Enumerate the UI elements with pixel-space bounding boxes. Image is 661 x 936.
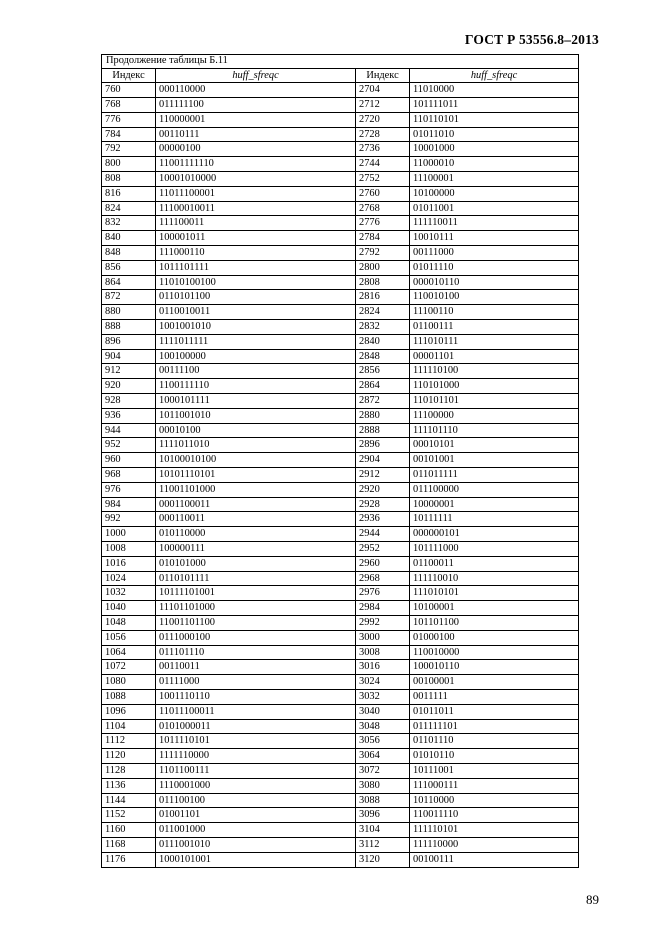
code-left-cell: 0111000100: [156, 630, 356, 645]
code-left-cell: 01111000: [156, 675, 356, 690]
table-header-row: [102, 68, 579, 83]
code-right-cell: 011111101: [410, 719, 579, 734]
code-right-cell: 01000100: [410, 630, 579, 645]
code-left-cell: 0111001010: [156, 837, 356, 852]
index-left-cell: 1056: [102, 630, 156, 645]
table-row: [102, 719, 579, 734]
table-body: [102, 83, 579, 867]
code-left-cell: 1011101111: [156, 260, 356, 275]
code-left-cell: 011111100: [156, 98, 356, 113]
table-row: [102, 260, 579, 275]
index-left-cell: 912: [102, 364, 156, 379]
table-row: [102, 689, 579, 704]
code-right-cell: 10111001: [410, 763, 579, 778]
code-left-cell: 11001101100: [156, 615, 356, 630]
table-row: [102, 601, 579, 616]
index-left-cell: 928: [102, 394, 156, 409]
code-left-cell: 10101110101: [156, 468, 356, 483]
table-row: [102, 556, 579, 571]
code-left-cell: 11101101000: [156, 601, 356, 616]
code-right-cell: 00111000: [410, 246, 579, 261]
code-right-cell: 101111000: [410, 542, 579, 557]
index-left-cell: 840: [102, 231, 156, 246]
table-row: [102, 660, 579, 675]
index-left-cell: 808: [102, 172, 156, 187]
index-left-cell: 1128: [102, 763, 156, 778]
code-right-cell: 11000010: [410, 157, 579, 172]
code-right-cell: 10010111: [410, 231, 579, 246]
index-left-cell: 1112: [102, 734, 156, 749]
index-right-cell: 3008: [356, 645, 410, 660]
index-left-cell: 896: [102, 334, 156, 349]
code-left-cell: 011101110: [156, 645, 356, 660]
index-left-cell: 1040: [102, 601, 156, 616]
index-left-cell: 1064: [102, 645, 156, 660]
code-right-cell: 10100001: [410, 601, 579, 616]
table-row: [102, 482, 579, 497]
index-right-cell: 3120: [356, 852, 410, 867]
index-right-cell: 2976: [356, 586, 410, 601]
code-left-cell: 10100010100: [156, 453, 356, 468]
index-left-cell: 984: [102, 497, 156, 512]
code-right-cell: 110011110: [410, 808, 579, 823]
table-row: [102, 823, 579, 838]
code-right-cell: 111010111: [410, 334, 579, 349]
index-left-cell: 880: [102, 305, 156, 320]
index-right-cell: 3104: [356, 823, 410, 838]
index-right-cell: 3024: [356, 675, 410, 690]
code-right-cell: 011011111: [410, 468, 579, 483]
table-row: [102, 542, 579, 557]
index-right-cell: 2864: [356, 379, 410, 394]
table-row: [102, 98, 579, 113]
index-right-cell: 2992: [356, 615, 410, 630]
code-left-cell: 00110011: [156, 660, 356, 675]
table-row: [102, 290, 579, 305]
table-row: [102, 468, 579, 483]
code-right-cell: 00100111: [410, 852, 579, 867]
table-row: [102, 334, 579, 349]
code-left-cell: 11001111110: [156, 157, 356, 172]
code-left-cell: 0110101100: [156, 290, 356, 305]
index-left-cell: 872: [102, 290, 156, 305]
code-left-cell: 11011100001: [156, 186, 356, 201]
index-left-cell: 1008: [102, 542, 156, 557]
code-left-cell: 1000101001: [156, 852, 356, 867]
code-right-cell: 111000111: [410, 778, 579, 793]
index-right-cell: 2832: [356, 320, 410, 335]
table-row: [102, 527, 579, 542]
code-right-cell: 10001000: [410, 142, 579, 157]
code-left-cell: 0101000011: [156, 719, 356, 734]
code-right-cell: 01010110: [410, 749, 579, 764]
index-right-cell: 3112: [356, 837, 410, 852]
huff-sfreqc-table: [101, 54, 579, 868]
table-row: [102, 172, 579, 187]
index-right-cell: 2968: [356, 571, 410, 586]
index-right-cell: 2888: [356, 423, 410, 438]
code-right-cell: 10100000: [410, 186, 579, 201]
index-right-cell: 2728: [356, 127, 410, 142]
index-right-cell: 2800: [356, 260, 410, 275]
table-row: [102, 423, 579, 438]
index-left-cell: 952: [102, 438, 156, 453]
index-right-cell: 3080: [356, 778, 410, 793]
table-row: [102, 630, 579, 645]
index-right-cell: 2872: [356, 394, 410, 409]
table-row: [102, 275, 579, 290]
code-left-cell: 1101100111: [156, 763, 356, 778]
table-row: [102, 704, 579, 719]
code-left-cell: 1000101111: [156, 394, 356, 409]
index-right-cell: 2824: [356, 305, 410, 320]
index-right-cell: 3096: [356, 808, 410, 823]
code-right-cell: 110110101: [410, 112, 579, 127]
index-right-cell: 2736: [356, 142, 410, 157]
code-left-cell: 10111101001: [156, 586, 356, 601]
index-left-cell: 864: [102, 275, 156, 290]
table-row: [102, 675, 579, 690]
code-left-cell: 110000001: [156, 112, 356, 127]
index-right-cell: 2896: [356, 438, 410, 453]
code-right-cell: 11100110: [410, 305, 579, 320]
index-left-cell: 792: [102, 142, 156, 157]
table-row: [102, 453, 579, 468]
code-right-cell: 01101110: [410, 734, 579, 749]
table-row: [102, 127, 579, 142]
index-left-cell: 888: [102, 320, 156, 335]
index-right-cell: 2904: [356, 453, 410, 468]
code-left-cell: 10001010000: [156, 172, 356, 187]
code-right-cell: 01100011: [410, 556, 579, 571]
index-left-cell: 760: [102, 83, 156, 98]
table-row: [102, 364, 579, 379]
index-right-cell: 2760: [356, 186, 410, 201]
table-row: [102, 571, 579, 586]
column-header-index-left: Индекс: [102, 68, 156, 83]
code-right-cell: 000000101: [410, 527, 579, 542]
code-left-cell: 1001001010: [156, 320, 356, 335]
code-right-cell: 110101101: [410, 394, 579, 409]
index-right-cell: 3072: [356, 763, 410, 778]
index-right-cell: 2840: [356, 334, 410, 349]
code-left-cell: 111000110: [156, 246, 356, 261]
index-right-cell: 2712: [356, 98, 410, 113]
index-left-cell: 1104: [102, 719, 156, 734]
code-left-cell: 00010100: [156, 423, 356, 438]
index-left-cell: 1152: [102, 808, 156, 823]
index-right-cell: 3088: [356, 793, 410, 808]
code-left-cell: 111100011: [156, 216, 356, 231]
code-left-cell: 000110000: [156, 83, 356, 98]
index-left-cell: 776: [102, 112, 156, 127]
code-left-cell: 010110000: [156, 527, 356, 542]
code-right-cell: 00101001: [410, 453, 579, 468]
table-row: [102, 394, 579, 409]
code-right-cell: 11100000: [410, 408, 579, 423]
table-row: [102, 349, 579, 364]
code-left-cell: 11001101000: [156, 482, 356, 497]
code-left-cell: 100100000: [156, 349, 356, 364]
index-left-cell: 1168: [102, 837, 156, 852]
index-left-cell: 1120: [102, 749, 156, 764]
index-right-cell: 3032: [356, 689, 410, 704]
index-left-cell: 1096: [102, 704, 156, 719]
column-header-code-left: huff_sfreqc: [156, 68, 356, 83]
index-right-cell: 2960: [356, 556, 410, 571]
code-right-cell: 01100111: [410, 320, 579, 335]
code-right-cell: 00010101: [410, 438, 579, 453]
code-right-cell: 111110011: [410, 216, 579, 231]
page-number: 89: [586, 892, 599, 907]
table-caption: Продолжение таблицы Б.11: [102, 55, 579, 69]
code-right-cell: 01011010: [410, 127, 579, 142]
table-row: [102, 837, 579, 852]
code-left-cell: 0110101111: [156, 571, 356, 586]
code-right-cell: 01011011: [410, 704, 579, 719]
index-right-cell: 3064: [356, 749, 410, 764]
index-left-cell: 1072: [102, 660, 156, 675]
table-row: [102, 112, 579, 127]
index-right-cell: 2848: [356, 349, 410, 364]
index-left-cell: 1024: [102, 571, 156, 586]
index-left-cell: 768: [102, 98, 156, 113]
code-right-cell: 111110101: [410, 823, 579, 838]
table-row: [102, 852, 579, 867]
code-left-cell: 1111110000: [156, 749, 356, 764]
code-left-cell: 1001110110: [156, 689, 356, 704]
document-standard-header: ГОСТ Р 53556.8–2013: [464, 32, 599, 47]
index-right-cell: 2808: [356, 275, 410, 290]
code-left-cell: 1011001010: [156, 408, 356, 423]
table-row: [102, 645, 579, 660]
index-left-cell: 1160: [102, 823, 156, 838]
column-header-index-right: Индекс: [356, 68, 410, 83]
code-left-cell: 011100100: [156, 793, 356, 808]
index-right-cell: 2816: [356, 290, 410, 305]
code-right-cell: 101101100: [410, 615, 579, 630]
table-row: [102, 216, 579, 231]
table-row: [102, 793, 579, 808]
index-right-cell: 2744: [356, 157, 410, 172]
code-left-cell: 000110011: [156, 512, 356, 527]
code-right-cell: 110101000: [410, 379, 579, 394]
index-right-cell: 3016: [356, 660, 410, 675]
index-right-cell: 2704: [356, 83, 410, 98]
code-right-cell: 111101110: [410, 423, 579, 438]
code-right-cell: 101111011: [410, 98, 579, 113]
code-right-cell: 11010000: [410, 83, 579, 98]
table-row: [102, 778, 579, 793]
table-row: [102, 83, 579, 98]
index-right-cell: 3056: [356, 734, 410, 749]
code-right-cell: 00001101: [410, 349, 579, 364]
code-right-cell: 111110000: [410, 837, 579, 852]
column-header-code-right: huff_sfreqc: [410, 68, 579, 83]
code-left-cell: 11100010011: [156, 201, 356, 216]
table-row: [102, 438, 579, 453]
index-left-cell: 1176: [102, 852, 156, 867]
index-left-cell: 1048: [102, 615, 156, 630]
table-caption-row: [102, 55, 579, 69]
code-left-cell: 00111100: [156, 364, 356, 379]
table-row: [102, 201, 579, 216]
index-right-cell: 2952: [356, 542, 410, 557]
code-right-cell: 100010110: [410, 660, 579, 675]
index-left-cell: 1088: [102, 689, 156, 704]
table-row: [102, 763, 579, 778]
index-right-cell: 2880: [356, 408, 410, 423]
code-right-cell: 110010100: [410, 290, 579, 305]
index-right-cell: 2720: [356, 112, 410, 127]
code-right-cell: 111110100: [410, 364, 579, 379]
code-right-cell: 01011110: [410, 260, 579, 275]
index-right-cell: 3000: [356, 630, 410, 645]
index-right-cell: 2792: [356, 246, 410, 261]
code-right-cell: 110010000: [410, 645, 579, 660]
index-left-cell: 992: [102, 512, 156, 527]
table-row: [102, 512, 579, 527]
code-right-cell: 000010110: [410, 275, 579, 290]
index-left-cell: 968: [102, 468, 156, 483]
table-row: [102, 379, 579, 394]
index-right-cell: 3040: [356, 704, 410, 719]
index-left-cell: 848: [102, 246, 156, 261]
code-left-cell: 11010100100: [156, 275, 356, 290]
code-right-cell: 10111111: [410, 512, 579, 527]
code-right-cell: 11100001: [410, 172, 579, 187]
code-left-cell: 1110001000: [156, 778, 356, 793]
code-right-cell: 011100000: [410, 482, 579, 497]
table-row: [102, 497, 579, 512]
index-right-cell: 3048: [356, 719, 410, 734]
code-left-cell: 011001000: [156, 823, 356, 838]
code-right-cell: 111110010: [410, 571, 579, 586]
code-left-cell: 100001011: [156, 231, 356, 246]
table-row: [102, 157, 579, 172]
code-left-cell: 00000100: [156, 142, 356, 157]
index-left-cell: 1000: [102, 527, 156, 542]
index-left-cell: 960: [102, 453, 156, 468]
code-right-cell: 00100001: [410, 675, 579, 690]
table-row: [102, 615, 579, 630]
index-left-cell: 936: [102, 408, 156, 423]
index-left-cell: 832: [102, 216, 156, 231]
code-right-cell: 111010101: [410, 586, 579, 601]
code-left-cell: 1111011111: [156, 334, 356, 349]
code-left-cell: 1011110101: [156, 734, 356, 749]
index-left-cell: 1144: [102, 793, 156, 808]
index-right-cell: 2936: [356, 512, 410, 527]
code-right-cell: 10110000: [410, 793, 579, 808]
index-right-cell: 2984: [356, 601, 410, 616]
table-row: [102, 305, 579, 320]
table-row: [102, 734, 579, 749]
index-right-cell: 2784: [356, 231, 410, 246]
code-right-cell: 0011111: [410, 689, 579, 704]
index-right-cell: 2920: [356, 482, 410, 497]
index-left-cell: 920: [102, 379, 156, 394]
code-left-cell: 01001101: [156, 808, 356, 823]
index-right-cell: 2776: [356, 216, 410, 231]
code-left-cell: 0110010011: [156, 305, 356, 320]
index-left-cell: 944: [102, 423, 156, 438]
table-row: [102, 586, 579, 601]
index-right-cell: 2944: [356, 527, 410, 542]
index-left-cell: 824: [102, 201, 156, 216]
index-left-cell: 904: [102, 349, 156, 364]
index-left-cell: 1016: [102, 556, 156, 571]
index-left-cell: 784: [102, 127, 156, 142]
table-row: [102, 246, 579, 261]
index-left-cell: 1136: [102, 778, 156, 793]
index-left-cell: 816: [102, 186, 156, 201]
index-right-cell: 2768: [356, 201, 410, 216]
table-row: [102, 231, 579, 246]
index-right-cell: 2856: [356, 364, 410, 379]
index-left-cell: 1032: [102, 586, 156, 601]
index-right-cell: 2752: [356, 172, 410, 187]
index-left-cell: 1080: [102, 675, 156, 690]
code-left-cell: 100000111: [156, 542, 356, 557]
code-left-cell: 00110111: [156, 127, 356, 142]
code-left-cell: 010101000: [156, 556, 356, 571]
index-left-cell: 976: [102, 482, 156, 497]
code-left-cell: 1100111110: [156, 379, 356, 394]
code-left-cell: 11011100011: [156, 704, 356, 719]
table-row: [102, 749, 579, 764]
index-left-cell: 800: [102, 157, 156, 172]
code-left-cell: 1111011010: [156, 438, 356, 453]
code-right-cell: 01011001: [410, 201, 579, 216]
table-row: [102, 408, 579, 423]
table-row: [102, 142, 579, 157]
code-left-cell: 0001100011: [156, 497, 356, 512]
table-row: [102, 808, 579, 823]
table-row: [102, 320, 579, 335]
index-right-cell: 2928: [356, 497, 410, 512]
table-row: [102, 186, 579, 201]
index-right-cell: 2912: [356, 468, 410, 483]
index-left-cell: 856: [102, 260, 156, 275]
code-right-cell: 10000001: [410, 497, 579, 512]
